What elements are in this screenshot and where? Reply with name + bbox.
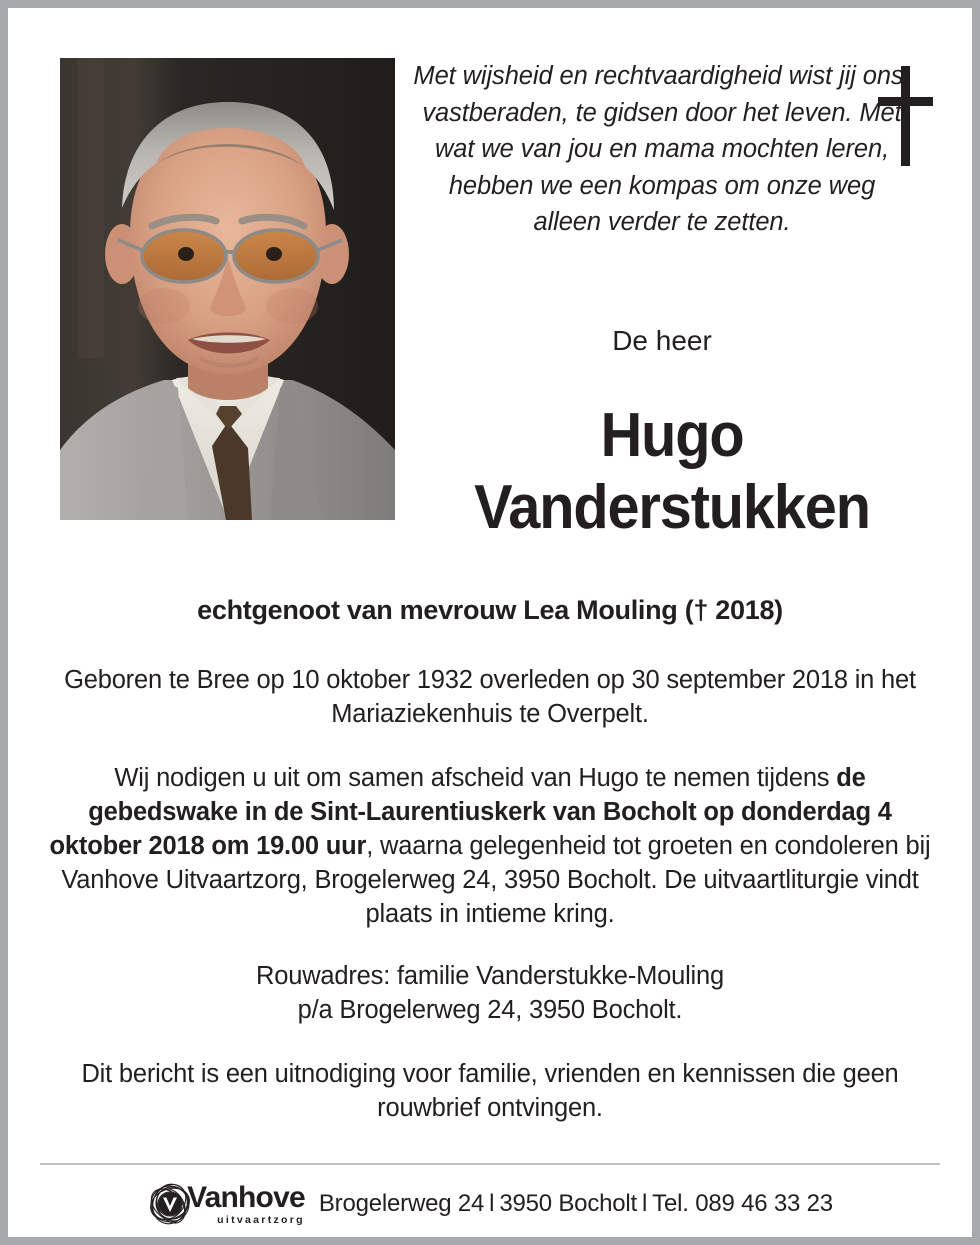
salutation: De heer [612, 325, 712, 356]
mourning-address-line1: Rouwadres: familie Vanderstukke-Mouling [256, 962, 724, 990]
deceased-surname: Vanderstukken [474, 473, 870, 542]
mourning-address-line2: p/a Brogelerweg 24, 3950 Bocholt. [297, 996, 683, 1024]
vanhove-wordmark [187, 1180, 305, 1226]
birth-death-line: Geboren te Bree op 10 oktober 1932 overleden op 30 september 2018 in het Mariaziekenhuis te Overpelt. [64, 666, 916, 728]
vanhove-logo-name: Vanhove [187, 1180, 305, 1214]
footer-divider [40, 1163, 940, 1165]
deceased-name [430, 400, 914, 544]
announcement-body [48, 593, 932, 1155]
invitation-tail: , waarna gelegenheid tot groeten en condoleren bij Vanhove Uitvaartzorg, Brogelerweg 24, 3950 Bocholt. De uitvaartliturgie vindt plaats in intieme kring. [61, 832, 931, 928]
deceased-given-name: Hugo [600, 401, 744, 470]
footer-city: 3950 Bocholt [499, 1190, 638, 1217]
spouse-line: echtgenoot van mevrouw Lea Mouling († 2018) [197, 595, 783, 625]
footer-phone: Tel. 089 46 33 23 [652, 1190, 833, 1217]
notice-paragraph: Dit bericht is een uitnodiging voor familie, vrienden en kennissen die geen rouwbrief ontvingen. [81, 1060, 899, 1122]
header-area [8, 8, 972, 542]
invitation-lead: Wij nodigen u uit om samen afscheid van Hugo te nemen tijdens [114, 764, 837, 792]
footer-separator-2: l [642, 1190, 648, 1217]
footer-contact [319, 1190, 833, 1218]
vanhove-logo [147, 1180, 305, 1228]
portrait-photo [60, 58, 395, 520]
vanhove-logo-tagline: uitvaartzorg [217, 1213, 305, 1226]
mourning-address [48, 959, 932, 1027]
memorial-poem: Met wijsheid en rechtvaardigheid wist jij ons, vastberaden, te gidsen door het leven. Met wat we van jou en mama mochten leren, hebben we een kompas om onze weg alleen verder te zetten. [413, 62, 911, 236]
invitation-emphasis: de gebedswake in de Sint-Laurentiuskerk van Bocholt op donderdag 4 oktober 2018 om 19.00 uur [49, 764, 892, 860]
announcement-page [8, 8, 972, 1237]
footer [8, 1174, 972, 1234]
footer-address: Brogelerweg 24 [318, 1190, 485, 1217]
invitation-paragraph [48, 761, 932, 931]
footer-separator-1: l [489, 1190, 495, 1217]
